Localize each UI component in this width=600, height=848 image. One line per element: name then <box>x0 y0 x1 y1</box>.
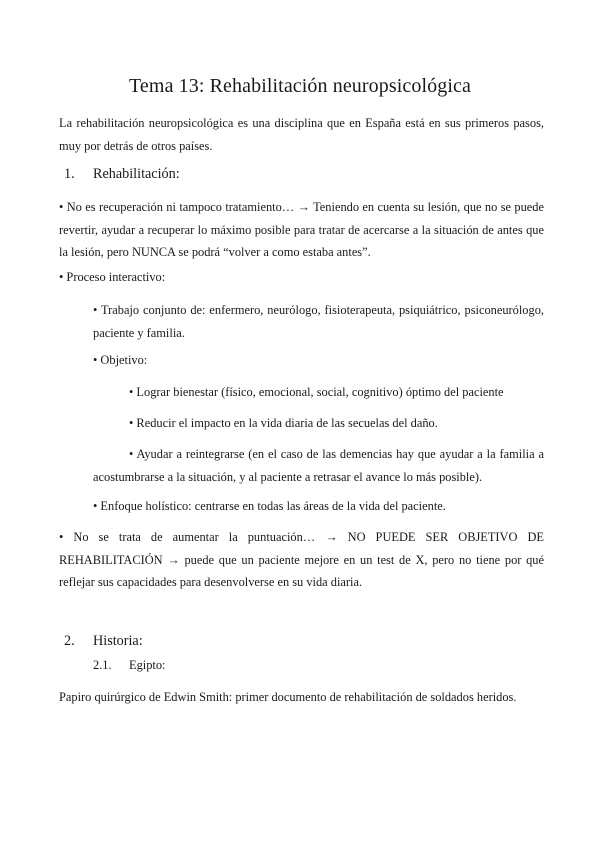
objective-reintegrarse: • Ayudar a reintegrarse (en el caso de las demencias hay que ayudar a la familia a acostumbrarse a la situación, y al paciente a retrasar el avance lo más posible). <box>93 447 544 484</box>
subsection-2-1-number: 2.1. <box>93 658 112 672</box>
papiro-paragraph: Papiro quirúrgico de Edwin Smith: primer documento de rehabilitación de soldados heridos. <box>59 690 517 704</box>
intro-paragraph: La rehabilitación neuropsicológica es una disciplina que en España está en sus primeros pasos, muy por detrás de otros países. <box>59 116 544 153</box>
subsection-2-1-title: Egipto: <box>129 658 166 672</box>
objective-reducir-impacto: • Reducir el impacto en la vida diaria de las secuelas del daño. <box>129 416 438 430</box>
sub-bullet-enfoque-holistico: • Enfoque holístico: centrarse en todas las áreas de la vida del paciente. <box>93 499 446 513</box>
bullet-no-puntuacion: • No se trata de aumentar la puntuación… → NO PUEDE SER OBJETIVO DE REHABILITACIÓN → puede que un paciente mejore en un test de X, pero no tiene por qué reflejar sus capacidades para desenvolverse en su vida diaria. <box>59 530 544 589</box>
sub-bullet-objetivo: • Objetivo: <box>93 353 148 367</box>
section-1-title: Rehabilitación: <box>93 166 180 182</box>
bullet-no-recuperacion: • No es recuperación ni tampoco tratamiento… → Teniendo en cuenta su lesión, que no se puede revertir, ayudar a recuperar lo máximo posible para tratar de acercarse a la situación de antes que la lesión, pero NUNCA se podrá “volver a como estaba antes”. <box>59 200 544 259</box>
section-2-number: 2. <box>64 633 75 649</box>
bullet-proceso-interactivo: • Proceso interactivo: <box>59 270 166 284</box>
sub-bullet-trabajo-conjunto: • Trabajo conjunto de: enfermero, neurólogo, fisioterapeuta, psiquiátrico, psiconeurólogo, paciente y familia. <box>93 303 544 340</box>
objective-bienestar: • Lograr bienestar (físico, emocional, social, cognitivo) óptimo del paciente <box>129 385 504 399</box>
section-2-title: Historia: <box>93 633 143 649</box>
section-1-number: 1. <box>64 166 75 182</box>
page-title: Tema 13: Rehabilitación neuropsicológica <box>129 75 471 97</box>
